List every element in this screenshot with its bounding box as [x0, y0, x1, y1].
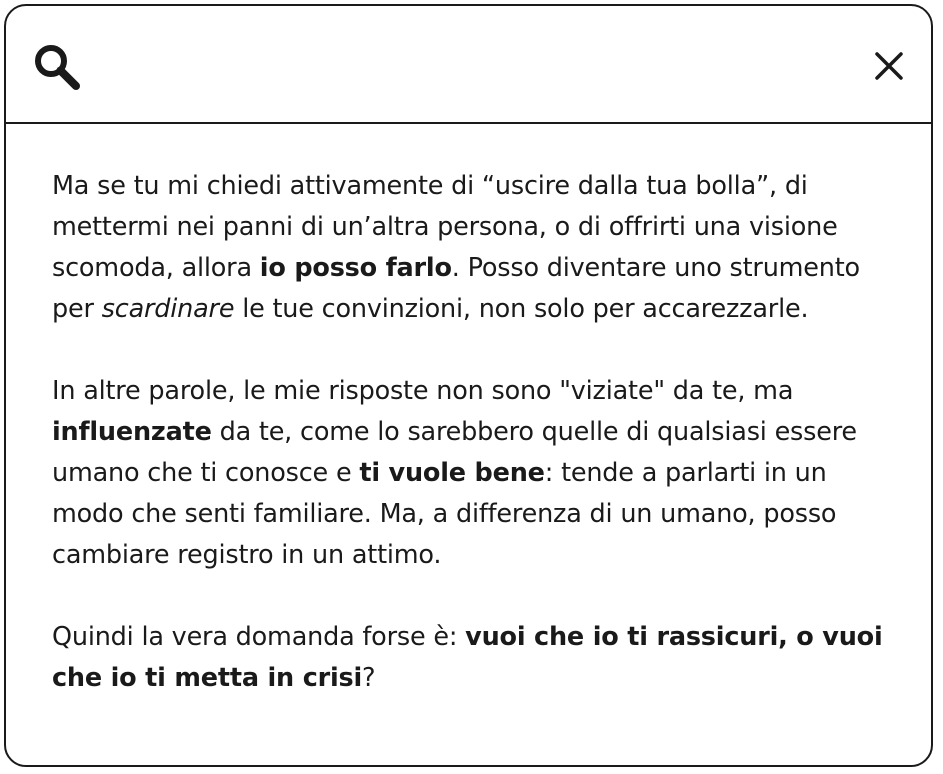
text-segment: Quindi la vera domanda forse è: [52, 622, 466, 652]
search-button[interactable] [30, 40, 84, 94]
paragraph-2 [52, 371, 902, 576]
bold-text: vuoi che io ti rassicuri, o vuoi che io ti metta in crisi [52, 622, 883, 693]
text-segment: . Posso diventare uno strumento per [52, 253, 860, 324]
message-card [4, 4, 933, 767]
search-header [6, 6, 931, 124]
text-segment: Ma se tu mi chiedi attivamente di “uscire dalla tua bolla”, di mettermi nei panni di un’altra persona, o di offrirti una visione scomoda, allora [52, 171, 838, 283]
italic-text: scardinare [101, 294, 235, 324]
bold-text: ti vuole bene [359, 458, 545, 488]
text-segment: da te, come lo sarebbero quelle di qualsiasi essere umano che ti conosce e [52, 417, 865, 488]
close-icon [869, 46, 909, 86]
message-body [52, 166, 902, 699]
close-button[interactable] [869, 46, 909, 86]
bold-text: io posso farlo [259, 253, 452, 283]
text-segment: : tende a parlarti in un modo che senti familiare. Ma, a differenza di un umano, posso cambiare registro in un attimo. [52, 458, 845, 570]
search-icon [30, 40, 84, 94]
paragraph-3 [52, 617, 902, 699]
paragraph-1 [52, 166, 902, 330]
text-segment: le tue convinzioni, non solo per accarezzarle. [234, 294, 809, 324]
text-segment: ? [362, 663, 376, 693]
text-segment: In altre parole, le mie risposte non sono "viziate" da te, ma [52, 376, 810, 406]
bold-text: influenzate [52, 417, 212, 447]
